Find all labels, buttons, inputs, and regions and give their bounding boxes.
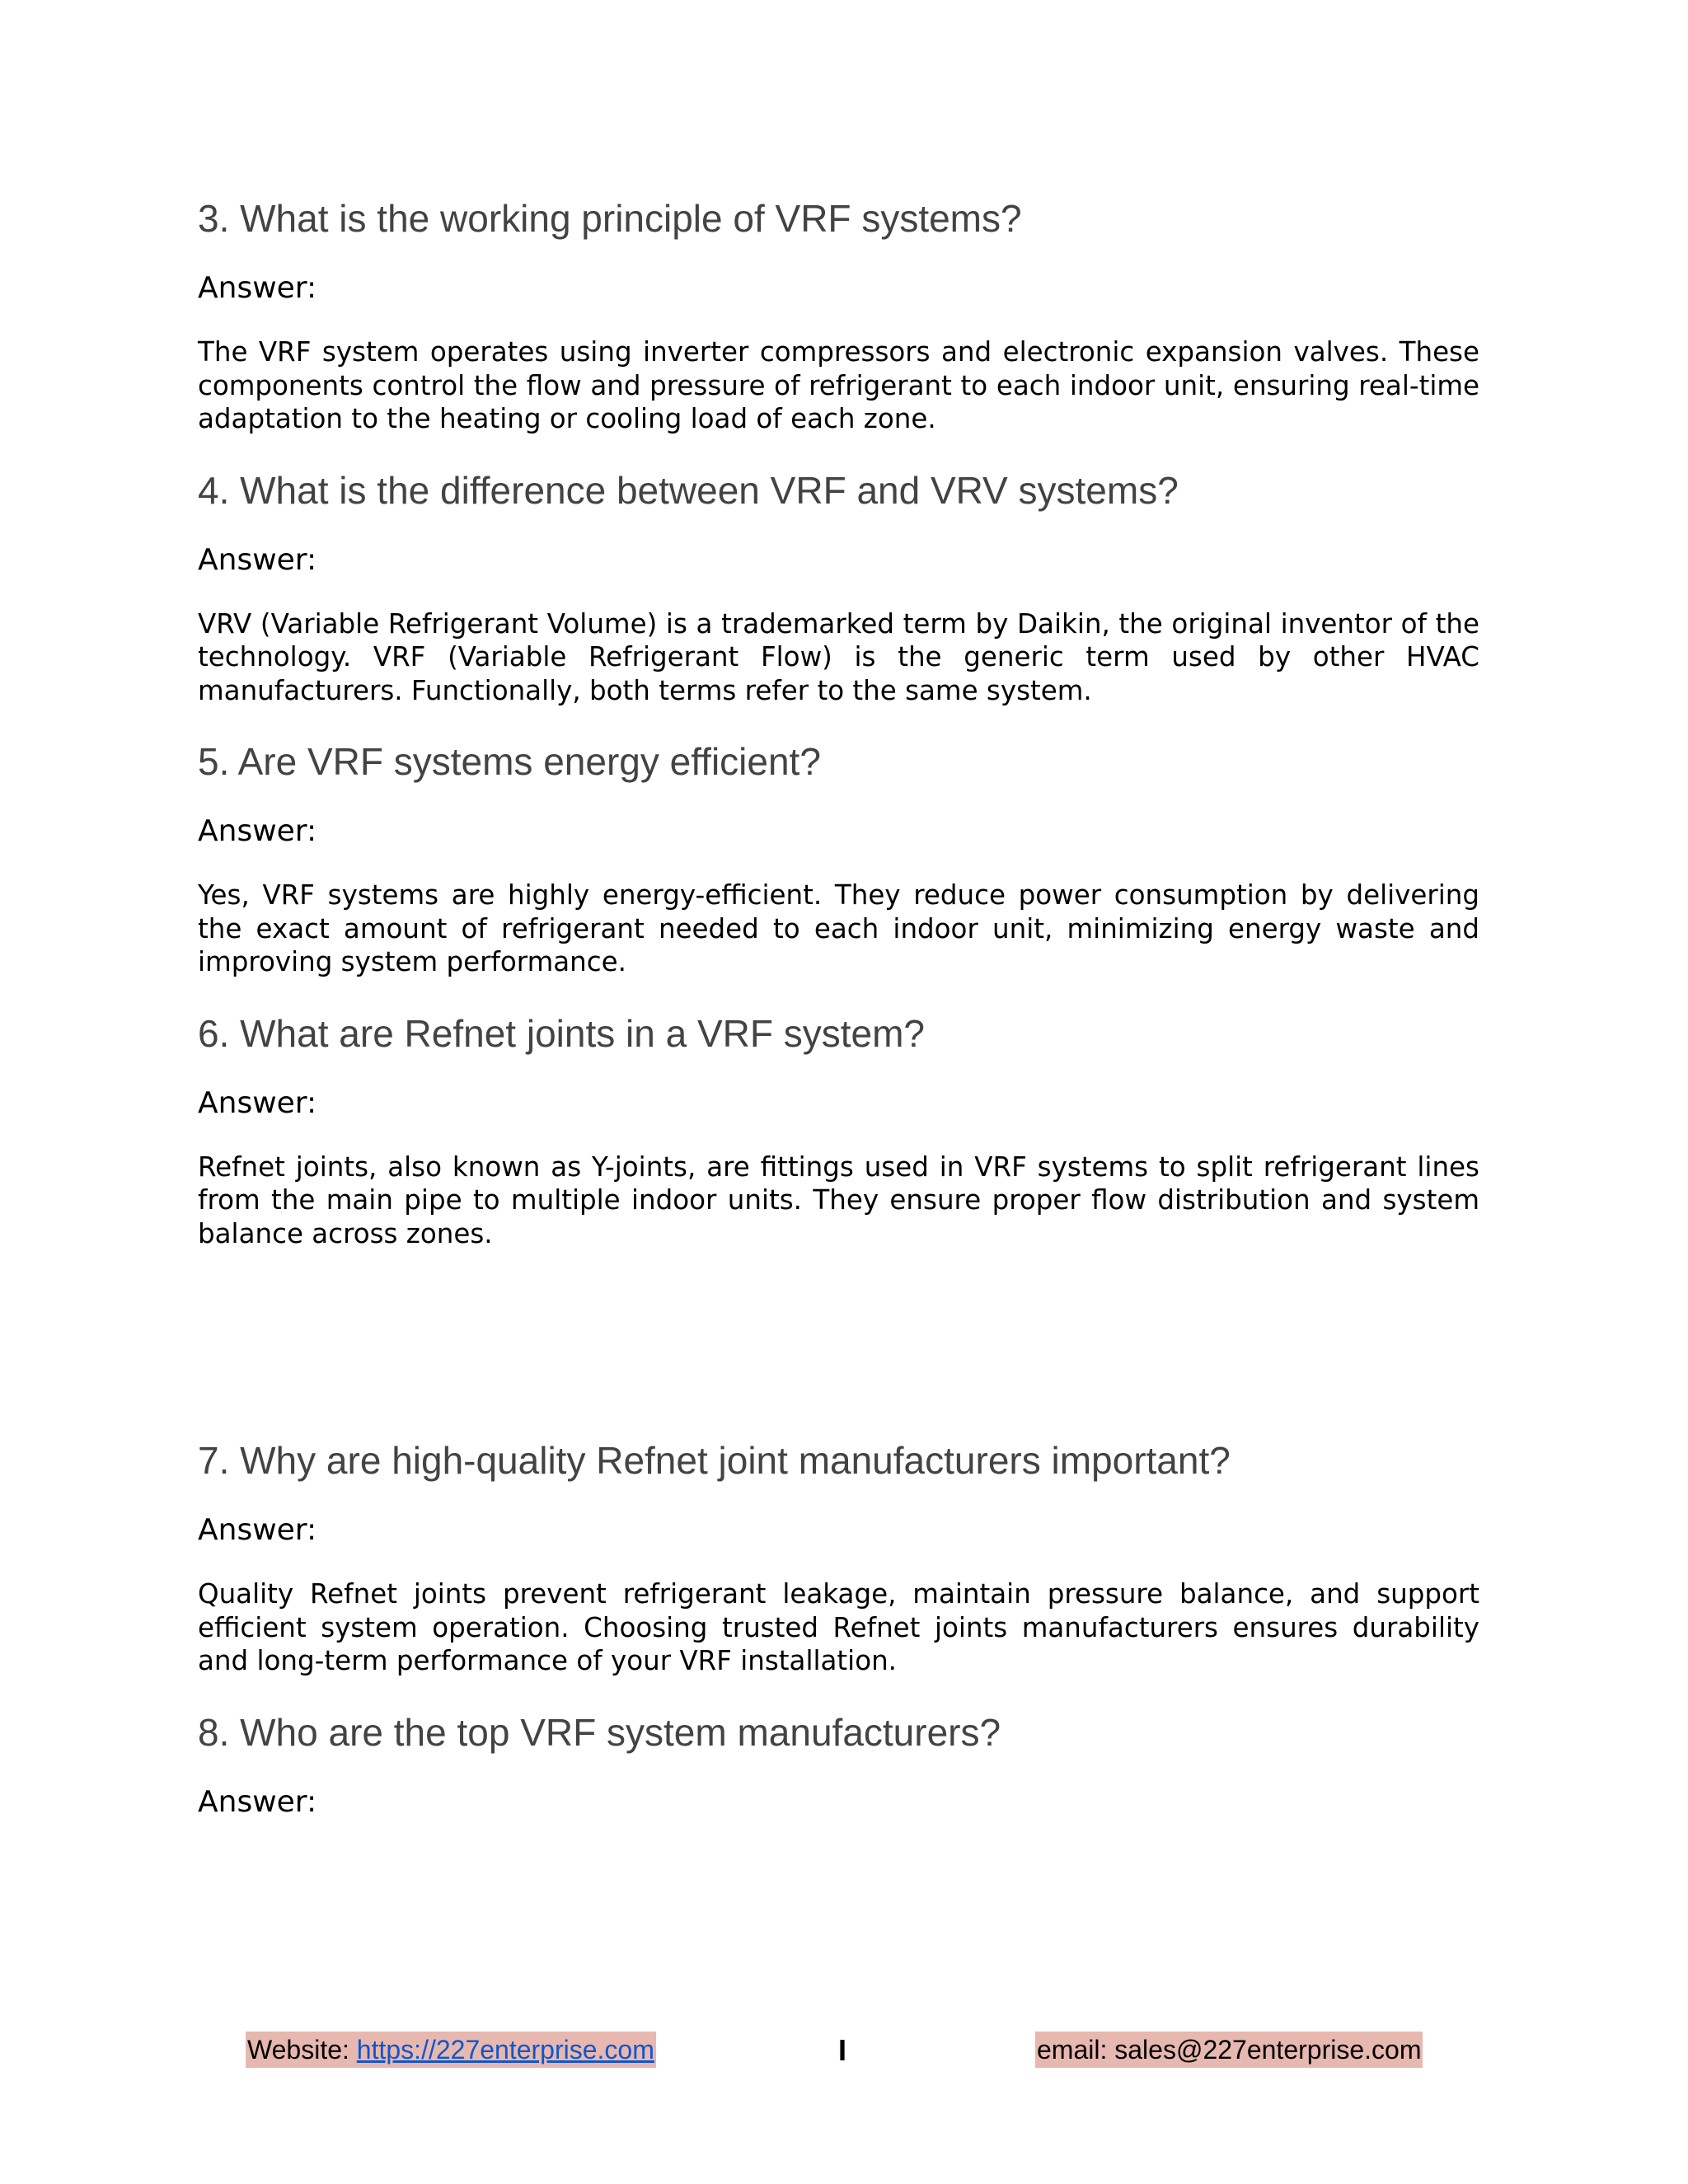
question-heading: 6. What are Refnet joints in a VRF system? bbox=[198, 1011, 926, 1055]
footer-website bbox=[246, 2032, 656, 2068]
answer-label: Answer: bbox=[198, 271, 317, 305]
faq-item-8 bbox=[198, 1708, 1479, 1823]
answer-label: Answer: bbox=[198, 542, 317, 577]
answer-label: Answer: bbox=[198, 1085, 317, 1120]
answer-text: The VRF system operates using inverter compressors and electronic expansion valves. These components control the flow and pressure of refrigerant to each indoor unit, ensuring real-time adaptation to the heating or cooling load of each zone. bbox=[198, 336, 1479, 434]
faq-item-5 bbox=[198, 737, 1479, 979]
answer-text: Quality Refnet joints prevent refrigerant leakage, maintain pressure balance, and support efficient system operation. Choosing trusted Refnet joints manufacturers ensures durability and long-term performance of your VRF installation. bbox=[198, 1578, 1479, 1676]
answer-label: Answer: bbox=[198, 814, 317, 848]
footer-email: email: sales@227enterprise.com bbox=[1035, 2032, 1423, 2068]
question-heading: 4. What is the difference between VRF and VRV systems? bbox=[198, 468, 1179, 512]
faq-item-3 bbox=[198, 194, 1479, 436]
question-heading: 3. What is the working principle of VRF systems? bbox=[198, 197, 1022, 240]
answer-text: Yes, VRF systems are highly energy-efficient. They reduce power consumption by delivering the exact amount of refrigerant needed to each indoor unit, minimizing energy waste and improving system performance. bbox=[198, 879, 1479, 977]
website-label: Website: bbox=[247, 2035, 357, 2064]
footer-separator: I bbox=[838, 2033, 847, 2067]
website-link[interactable]: https://227enterprise.com bbox=[356, 2035, 654, 2064]
faq-item-4 bbox=[198, 466, 1479, 708]
question-heading: 8. Who are the top VRF system manufacturers? bbox=[198, 1710, 1001, 1754]
question-heading: 7. Why are high-quality Refnet joint manufacturers important? bbox=[198, 1439, 1231, 1482]
document-body bbox=[198, 194, 1479, 1823]
faq-item-7 bbox=[198, 1436, 1479, 1678]
answer-text: Refnet joints, also known as Y-joints, are fittings used in VRF systems to split refrigerant lines from the main pipe to multiple indoor units. They ensure proper flow distribution and system balance across zones. bbox=[198, 1151, 1479, 1249]
faq-item-6 bbox=[198, 1009, 1479, 1251]
answer-text: VRV (Variable Refrigerant Volume) is a trademarked term by Daikin, the original inventor of the technology. VRF (Variable Refrigerant Flow) is the generic term used by other HVAC manufacturers. Functionally, both terms refer to the same system. bbox=[198, 607, 1479, 706]
answer-label: Answer: bbox=[198, 1513, 317, 1547]
question-heading: 5. Are VRF systems energy efficient? bbox=[198, 740, 821, 783]
page-footer bbox=[0, 2032, 1688, 2069]
answer-label: Answer: bbox=[198, 1784, 317, 1819]
